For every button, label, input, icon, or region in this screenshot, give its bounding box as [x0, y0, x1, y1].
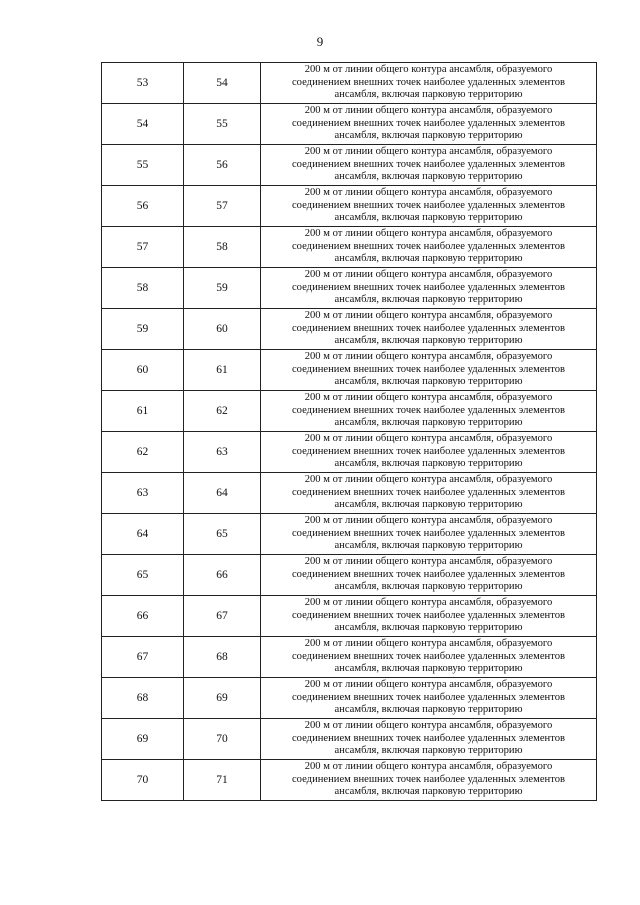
row-second-number: 61 — [184, 350, 261, 391]
description-line: 200 м от линии общего контура ансамбля, образуемого — [304, 720, 553, 732]
description-line: ансамбля, включая парковую территорию — [334, 212, 523, 224]
table-row — [102, 637, 597, 678]
description-line: соединением внешних точек наиболее удаленных элементов — [291, 363, 565, 375]
description-line: ансамбля, включая парковую территорию — [334, 294, 523, 306]
description-line: соединением внешних точек наиболее удаленных элементов — [291, 609, 565, 621]
table-row — [102, 268, 597, 309]
table-row — [102, 309, 597, 350]
description-line: ансамбля, включая парковую территорию — [334, 89, 523, 101]
table-row — [102, 555, 597, 596]
row-first-number: 54 — [102, 104, 184, 145]
description-line: соединением внешних точек наиболее удаленных элементов — [291, 240, 565, 252]
row-first-number: 55 — [102, 145, 184, 186]
distance-table — [101, 62, 597, 801]
table-row — [102, 145, 597, 186]
description-line: 200 м от линии общего контура ансамбля, образуемого — [304, 761, 553, 773]
description-line: 200 м от линии общего контура ансамбля, образуемого — [304, 679, 553, 691]
row-first-number: 66 — [102, 596, 184, 637]
row-description — [261, 514, 597, 555]
row-description — [261, 268, 597, 309]
description-line: соединением внешних точек наиболее удаленных элементов — [291, 527, 565, 539]
row-second-number: 67 — [184, 596, 261, 637]
description-line: соединением внешних точек наиболее удаленных элементов — [291, 158, 565, 170]
row-second-number: 71 — [184, 760, 261, 801]
row-second-number: 69 — [184, 678, 261, 719]
description-line: 200 м от линии общего контура ансамбля, образуемого — [304, 146, 553, 158]
description-line: 200 м от линии общего контура ансамбля, образуемого — [304, 556, 553, 568]
row-second-number: 60 — [184, 309, 261, 350]
description-line: 200 м от линии общего контура ансамбля, образуемого — [304, 638, 553, 650]
description-line: соединением внешних точек наиболее удаленных элементов — [291, 76, 565, 88]
description-line: ансамбля, включая парковую территорию — [334, 581, 523, 593]
description-line: соединением внешних точек наиболее удаленных элементов — [291, 322, 565, 334]
table-row — [102, 719, 597, 760]
description-line: ансамбля, включая парковую территорию — [334, 704, 523, 716]
row-description — [261, 596, 597, 637]
row-first-number: 63 — [102, 473, 184, 514]
row-first-number: 61 — [102, 391, 184, 432]
row-first-number: 68 — [102, 678, 184, 719]
row-first-number: 59 — [102, 309, 184, 350]
row-first-number: 64 — [102, 514, 184, 555]
description-line: ансамбля, включая парковую территорию — [334, 417, 523, 429]
description-line: соединением внешних точек наиболее удаленных элементов — [291, 568, 565, 580]
row-second-number: 59 — [184, 268, 261, 309]
page-number: 9 — [316, 34, 324, 49]
description-line: ансамбля, включая парковую территорию — [334, 171, 523, 183]
description-line: соединением внешних точек наиболее удаленных элементов — [291, 732, 565, 744]
description-line: ансамбля, включая парковую территорию — [334, 376, 523, 388]
row-first-number: 58 — [102, 268, 184, 309]
description-line: соединением внешних точек наиболее удаленных элементов — [291, 445, 565, 457]
description-line: соединением внешних точек наиболее удаленных элементов — [291, 199, 565, 211]
description-line: 200 м от линии общего контура ансамбля, образуемого — [304, 474, 553, 486]
table-row — [102, 227, 597, 268]
row-description — [261, 63, 597, 104]
row-description — [261, 432, 597, 473]
table-row — [102, 104, 597, 145]
description-line: соединением внешних точек наиболее удаленных элементов — [291, 486, 565, 498]
description-line: 200 м от линии общего контура ансамбля, образуемого — [304, 64, 553, 76]
table-body — [102, 63, 597, 801]
table-row — [102, 391, 597, 432]
row-second-number: 63 — [184, 432, 261, 473]
description-line: ансамбля, включая парковую территорию — [334, 335, 523, 347]
row-description — [261, 309, 597, 350]
description-line: ансамбля, включая парковую территорию — [334, 663, 523, 675]
row-description — [261, 678, 597, 719]
description-line: ансамбля, включая парковую территорию — [334, 499, 523, 511]
description-line: соединением внешних точек наиболее удаленных элементов — [291, 773, 565, 785]
row-second-number: 56 — [184, 145, 261, 186]
table-row — [102, 186, 597, 227]
description-line: 200 м от линии общего контура ансамбля, образуемого — [304, 515, 553, 527]
row-first-number: 60 — [102, 350, 184, 391]
description-line: соединением внешних точек наиболее удаленных элементов — [291, 404, 565, 416]
row-description — [261, 186, 597, 227]
table-row — [102, 678, 597, 719]
table-row — [102, 514, 597, 555]
description-line: 200 м от линии общего контура ансамбля, образуемого — [304, 269, 553, 281]
description-line: ансамбля, включая парковую территорию — [334, 786, 523, 798]
row-description — [261, 760, 597, 801]
row-first-number: 56 — [102, 186, 184, 227]
row-description — [261, 145, 597, 186]
row-second-number: 62 — [184, 391, 261, 432]
description-line: 200 м от линии общего контура ансамбля, образуемого — [304, 392, 553, 404]
description-line: соединением внешних точек наиболее удаленных элементов — [291, 117, 565, 129]
row-first-number: 65 — [102, 555, 184, 596]
row-second-number: 65 — [184, 514, 261, 555]
description-line: ансамбля, включая парковую территорию — [334, 130, 523, 142]
description-line: 200 м от линии общего контура ансамбля, образуемого — [304, 310, 553, 322]
description-line: 200 м от линии общего контура ансамбля, образуемого — [304, 187, 553, 199]
row-description — [261, 719, 597, 760]
row-first-number: 62 — [102, 432, 184, 473]
description-line: соединением внешних точек наиболее удаленных элементов — [291, 691, 565, 703]
description-line: ансамбля, включая парковую территорию — [334, 253, 523, 265]
description-line: ансамбля, включая парковую территорию — [334, 458, 523, 470]
description-line: ансамбля, включая парковую территорию — [334, 622, 523, 634]
row-first-number: 70 — [102, 760, 184, 801]
row-second-number: 57 — [184, 186, 261, 227]
row-description — [261, 350, 597, 391]
row-second-number: 54 — [184, 63, 261, 104]
row-first-number: 67 — [102, 637, 184, 678]
table-row — [102, 473, 597, 514]
row-description — [261, 473, 597, 514]
table-row — [102, 596, 597, 637]
row-description — [261, 637, 597, 678]
row-description — [261, 391, 597, 432]
table-row — [102, 760, 597, 801]
row-second-number: 70 — [184, 719, 261, 760]
table-row — [102, 350, 597, 391]
row-first-number: 69 — [102, 719, 184, 760]
row-second-number: 66 — [184, 555, 261, 596]
description-line: соединением внешних точек наиболее удаленных элементов — [291, 650, 565, 662]
row-description — [261, 227, 597, 268]
table-row — [102, 432, 597, 473]
description-line: ансамбля, включая парковую территорию — [334, 745, 523, 757]
description-line: 200 м от линии общего контура ансамбля, образуемого — [304, 597, 553, 609]
description-line: 200 м от линии общего контура ансамбля, образуемого — [304, 228, 553, 240]
row-description — [261, 555, 597, 596]
row-second-number: 64 — [184, 473, 261, 514]
row-first-number: 53 — [102, 63, 184, 104]
table-row — [102, 63, 597, 104]
description-line: соединением внешних точек наиболее удаленных элементов — [291, 281, 565, 293]
description-line: 200 м от линии общего контура ансамбля, образуемого — [304, 433, 553, 445]
row-second-number: 55 — [184, 104, 261, 145]
description-line: ансамбля, включая парковую территорию — [334, 540, 523, 552]
description-line: 200 м от линии общего контура ансамбля, образуемого — [304, 351, 553, 363]
description-line: 200 м от линии общего контура ансамбля, образуемого — [304, 105, 553, 117]
row-second-number: 68 — [184, 637, 261, 678]
row-first-number: 57 — [102, 227, 184, 268]
row-description — [261, 104, 597, 145]
row-second-number: 58 — [184, 227, 261, 268]
